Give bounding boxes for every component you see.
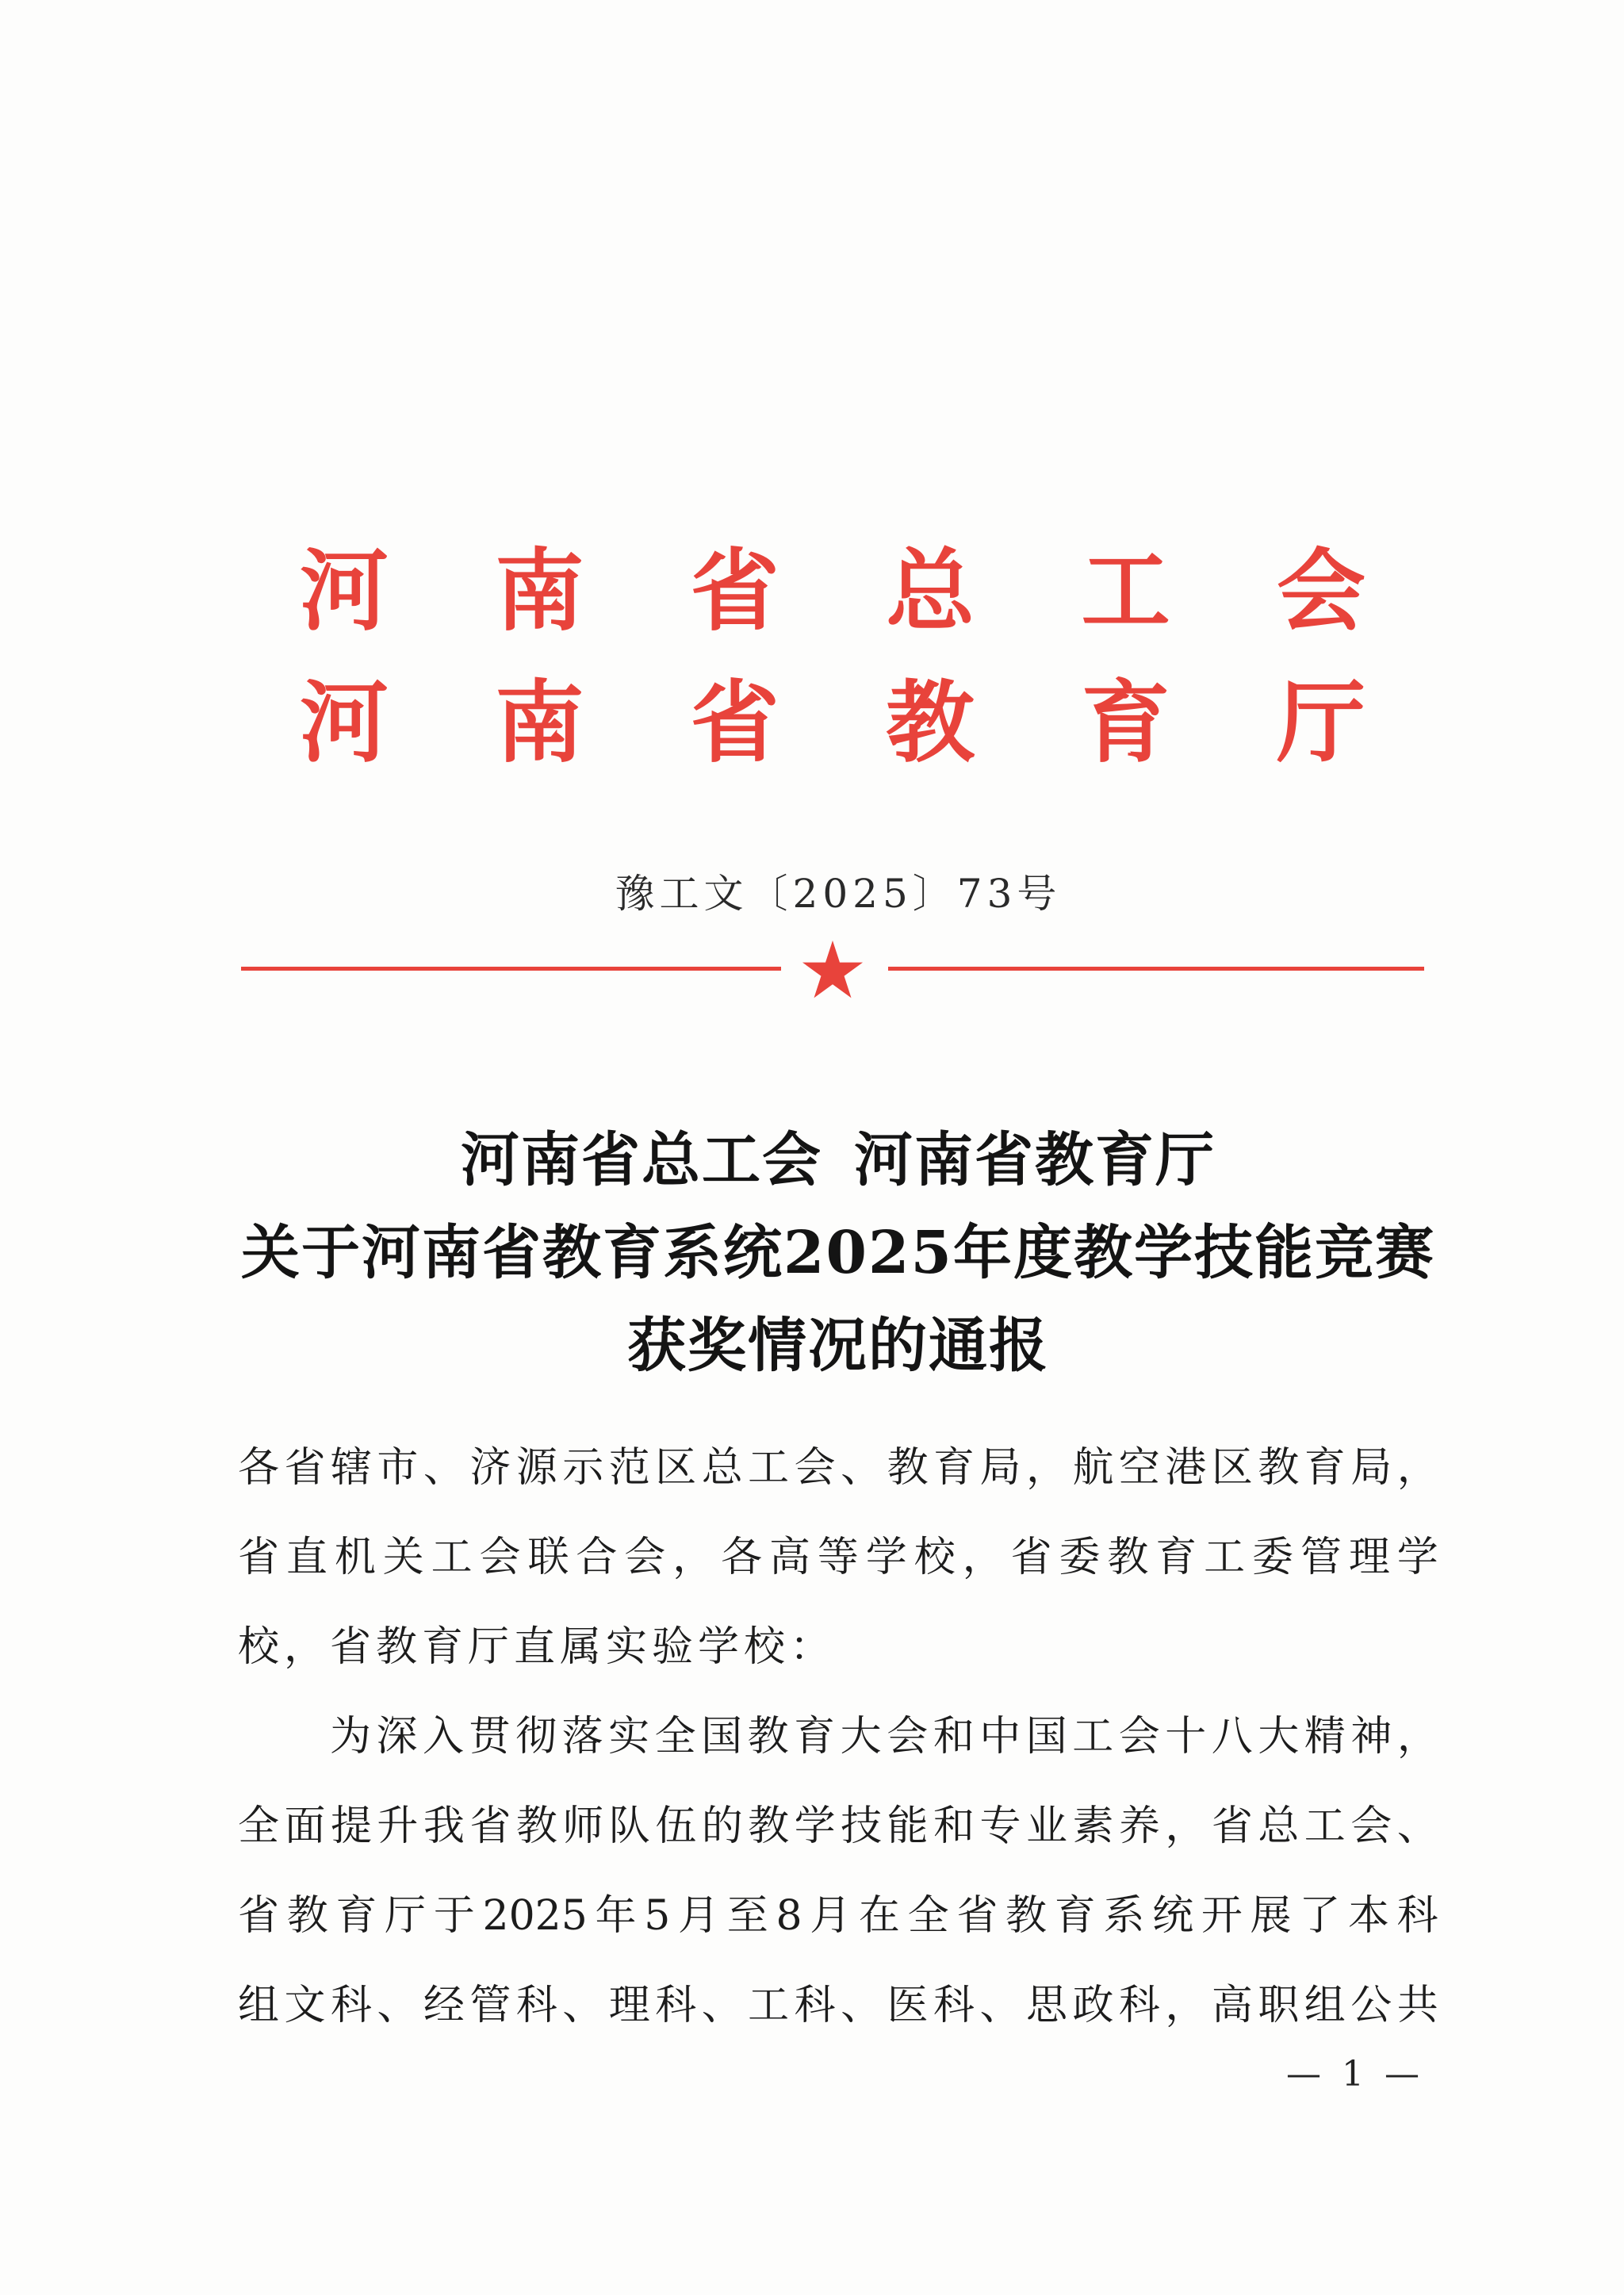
paragraph-line xyxy=(238,1782,1438,1872)
text-token: 展 xyxy=(1250,1892,1292,1940)
text-token: 于 xyxy=(433,1892,475,1940)
text-token: 育 xyxy=(1054,1892,1096,1940)
text-token: 会 xyxy=(624,1534,666,1581)
text-token: 我 xyxy=(423,1803,465,1850)
text-token: 和 xyxy=(933,1713,975,1761)
text-token: 月 xyxy=(810,1892,852,1940)
text-token: 厅 xyxy=(385,1892,427,1940)
title-issuer-education-dept: 河南省教育厅 xyxy=(854,1126,1216,1194)
text-token: 各 xyxy=(238,1444,280,1492)
salutation-line xyxy=(238,1513,1438,1603)
text-token: 省 xyxy=(956,1892,998,1940)
text-token: 工 xyxy=(748,1982,790,2029)
text-token: 全 xyxy=(907,1892,949,1940)
text-token: 工 xyxy=(748,1444,790,1492)
text-token: 育 xyxy=(933,1444,975,1492)
text-token: 工 xyxy=(1072,1713,1114,1761)
separator-line-left xyxy=(241,967,781,971)
text-token: 教 xyxy=(747,1713,789,1761)
text-token: 、 xyxy=(1396,1803,1438,1850)
text-token: 精 xyxy=(1304,1713,1346,1761)
text-token: 师 xyxy=(562,1803,604,1850)
text-token: 、 xyxy=(841,1982,883,2029)
text-token: 省 xyxy=(238,1534,280,1581)
text-token: 升 xyxy=(377,1803,419,1850)
text-token: 和 xyxy=(933,1803,975,1850)
text-token: 公 xyxy=(1350,1982,1392,2029)
text-token: 合 xyxy=(576,1534,618,1581)
text-token: 科 xyxy=(1396,1892,1438,1940)
text-token: 在 xyxy=(858,1892,900,1940)
text-token: 业 xyxy=(1025,1803,1067,1850)
text-token: 区 xyxy=(655,1444,697,1492)
text-token: 空 xyxy=(1118,1444,1160,1492)
text-token: 文 xyxy=(284,1982,326,2029)
text-token: 素 xyxy=(1072,1803,1114,1850)
text-token: 市 xyxy=(377,1444,419,1492)
text-token: 育 xyxy=(1304,1444,1346,1492)
text-token: 系 xyxy=(1103,1892,1145,1940)
text-token: 年 xyxy=(595,1892,637,1940)
issuer-char: 工 xyxy=(1081,539,1170,643)
text-token: 高 xyxy=(1211,1982,1253,2029)
text-token: 育 xyxy=(794,1713,836,1761)
text-token: 关 xyxy=(382,1534,424,1581)
text-token: 教 xyxy=(286,1892,328,1940)
text-token: 教 xyxy=(748,1803,790,1850)
text-token: 技 xyxy=(841,1803,883,1850)
text-token: 辖 xyxy=(330,1444,372,1492)
text-token: 专 xyxy=(979,1803,1021,1850)
text-token: 会 xyxy=(479,1534,521,1581)
text-token: 局 xyxy=(1350,1444,1392,1492)
salutation xyxy=(238,1423,1438,1692)
text-token: 校 xyxy=(914,1534,956,1581)
text-token: 全 xyxy=(654,1713,696,1761)
text-token: 十 xyxy=(1165,1713,1207,1761)
text-token: 中 xyxy=(979,1713,1021,1761)
text-token: ， xyxy=(672,1534,714,1581)
text-token: 示 xyxy=(562,1444,604,1492)
text-token: 省 xyxy=(1010,1534,1052,1581)
text-token: 入 xyxy=(423,1713,465,1761)
paragraph-line xyxy=(238,1961,1438,2051)
issuer-char: 教 xyxy=(886,671,975,775)
text-token: 能 xyxy=(887,1803,929,1850)
text-token: 管 xyxy=(469,1982,511,2029)
text-token: 局 xyxy=(979,1444,1021,1492)
text-token: 育 xyxy=(335,1892,377,1940)
text-token: 会 xyxy=(1350,1803,1392,1850)
text-token: 委 xyxy=(1059,1534,1101,1581)
issuer-char: 省 xyxy=(690,539,779,643)
text-token: 职 xyxy=(1258,1982,1300,2029)
text-token: 会 xyxy=(794,1444,836,1492)
text-token: 组 xyxy=(238,1982,280,2029)
text-token: 省 xyxy=(284,1444,326,1492)
text-token: 港 xyxy=(1165,1444,1207,1492)
text-token: 经 xyxy=(423,1982,465,2029)
text-token: 全 xyxy=(238,1803,280,1850)
text-token: 机 xyxy=(334,1534,376,1581)
text-token: 各 xyxy=(721,1534,763,1581)
text-token: 落 xyxy=(561,1713,603,1761)
text-token: 八 xyxy=(1211,1713,1253,1761)
text-token: 教 xyxy=(515,1803,557,1850)
text-token: 科 xyxy=(655,1982,697,2029)
text-token: 、 xyxy=(377,1982,419,2029)
text-token: 工 xyxy=(431,1534,473,1581)
text-token: 等 xyxy=(817,1534,859,1581)
text-token: 、 xyxy=(841,1444,883,1492)
text-token: 科 xyxy=(1118,1982,1160,2029)
page-number: — 1 — xyxy=(1286,2054,1424,2094)
text-token: 、 xyxy=(701,1982,743,2029)
text-token: 直 xyxy=(285,1534,327,1581)
title-line-1 xyxy=(238,1114,1438,1207)
text-token: 神 xyxy=(1350,1713,1392,1761)
text-token: 教 xyxy=(1258,1444,1300,1492)
salutation-line: 校，省教育厅直属实验学校： xyxy=(238,1623,837,1671)
text-token: 济 xyxy=(469,1444,511,1492)
document-number: 豫工文〔2025〕73号 xyxy=(615,871,1062,917)
text-token: 贯 xyxy=(469,1713,511,1761)
text-token: 大 xyxy=(840,1713,882,1761)
text-token: ， xyxy=(1025,1444,1067,1492)
text-token: ， xyxy=(1396,1444,1438,1492)
text-token: 科 xyxy=(515,1982,557,2029)
text-token: 面 xyxy=(284,1803,326,1850)
issuer-char: 厅 xyxy=(1276,671,1365,775)
body-paragraph xyxy=(238,1692,1438,2051)
issuer-char: 总 xyxy=(886,539,975,643)
text-token: 范 xyxy=(608,1444,650,1492)
text-token: 的 xyxy=(701,1803,743,1850)
text-token: 省 xyxy=(238,1892,280,1940)
text-token: 教 xyxy=(1005,1892,1048,1940)
text-token: 工 xyxy=(1204,1534,1246,1581)
text-token: 省 xyxy=(1211,1803,1253,1850)
text-token: 思 xyxy=(1025,1982,1067,2029)
text-token: 理 xyxy=(1348,1534,1390,1581)
text-token: 源 xyxy=(515,1444,557,1492)
text-token: 医 xyxy=(887,1982,929,2029)
paragraph-line xyxy=(238,1692,1438,1782)
issuer-char: 河 xyxy=(300,539,389,643)
text-token: 了 xyxy=(1299,1892,1341,1940)
issuer-char: 南 xyxy=(495,671,584,775)
text-token: 彻 xyxy=(515,1713,557,1761)
text-token: 总 xyxy=(701,1444,743,1492)
text-token: 总 xyxy=(1258,1803,1300,1850)
text-token: 教 xyxy=(1107,1534,1149,1581)
text-token: ， xyxy=(1165,1803,1207,1850)
text-token: 深 xyxy=(376,1713,418,1761)
issuer-char: 南 xyxy=(495,539,584,643)
text-token: 实 xyxy=(608,1713,650,1761)
text-token: 2025 xyxy=(482,1892,588,1940)
issuer-char: 河 xyxy=(300,671,389,775)
text-token: 伍 xyxy=(655,1803,697,1850)
text-token: 联 xyxy=(527,1534,569,1581)
text-token: 8 xyxy=(776,1892,802,1940)
text-token: ， xyxy=(962,1534,1004,1581)
issuer-char: 育 xyxy=(1081,671,1170,775)
text-token: 委 xyxy=(1252,1534,1294,1581)
text-token: 学 xyxy=(1396,1534,1438,1581)
text-token: 开 xyxy=(1201,1892,1243,1940)
text-token: 区 xyxy=(1211,1444,1253,1492)
text-token: 航 xyxy=(1072,1444,1114,1492)
text-token: 理 xyxy=(608,1982,650,2029)
text-token: 省 xyxy=(469,1803,511,1850)
document-body xyxy=(238,1423,1438,2051)
salutation-line xyxy=(238,1423,1438,1513)
text-token: 统 xyxy=(1152,1892,1194,1940)
title-issuer-trade-union: 河南省总工会 xyxy=(461,1126,822,1194)
text-token: 工 xyxy=(1304,1803,1346,1850)
issuer-char: 省 xyxy=(690,671,779,775)
text-token: 国 xyxy=(701,1713,743,1761)
text-token: 养 xyxy=(1118,1803,1160,1850)
text-token: 学 xyxy=(865,1534,907,1581)
text-token: 管 xyxy=(1300,1534,1342,1581)
text-token: 政 xyxy=(1072,1982,1114,2029)
text-token: 提 xyxy=(330,1803,372,1850)
text-token: 高 xyxy=(768,1534,810,1581)
paragraph-line xyxy=(238,1872,1438,1961)
star-icon xyxy=(799,939,866,1006)
text-token: 、 xyxy=(979,1982,1021,2029)
issuer-line-trade-union xyxy=(300,536,1365,647)
text-token: ， xyxy=(1165,1982,1207,2029)
document-title xyxy=(238,1114,1438,1393)
text-token: 学 xyxy=(794,1803,836,1850)
text-token: 教 xyxy=(887,1444,929,1492)
separator-line-right xyxy=(888,967,1424,971)
text-token: 科 xyxy=(933,1982,975,2029)
text-token: 5 xyxy=(644,1892,671,1940)
text-token: 至 xyxy=(726,1892,768,1940)
title-line-2: 关于河南省教育系统2025年度教学技能竞赛 xyxy=(241,1219,1435,1287)
text-token: 国 xyxy=(1025,1713,1067,1761)
text-token: 组 xyxy=(1304,1982,1346,2029)
text-token: 本 xyxy=(1347,1892,1389,1940)
text-token: 科 xyxy=(330,1982,372,2029)
text-token: 为 xyxy=(330,1713,372,1761)
text-token: 队 xyxy=(608,1803,650,1850)
text-token: 、 xyxy=(562,1982,604,2029)
text-token: ， xyxy=(1396,1713,1438,1761)
issuer-char: 会 xyxy=(1276,539,1365,643)
title-line-3: 获奖情况的通报 xyxy=(627,1312,1049,1380)
star-icon-graphic xyxy=(799,939,866,1006)
text-token: 月 xyxy=(678,1892,720,1940)
text-token: 育 xyxy=(1155,1534,1197,1581)
text-token: 共 xyxy=(1396,1982,1438,2029)
issuer-line-education-dept xyxy=(300,668,1365,779)
text-token: 会 xyxy=(887,1713,929,1761)
text-token: 科 xyxy=(794,1982,836,2029)
text-token: 会 xyxy=(1118,1713,1160,1761)
text-token: 大 xyxy=(1258,1713,1300,1761)
text-token: 、 xyxy=(423,1444,465,1492)
